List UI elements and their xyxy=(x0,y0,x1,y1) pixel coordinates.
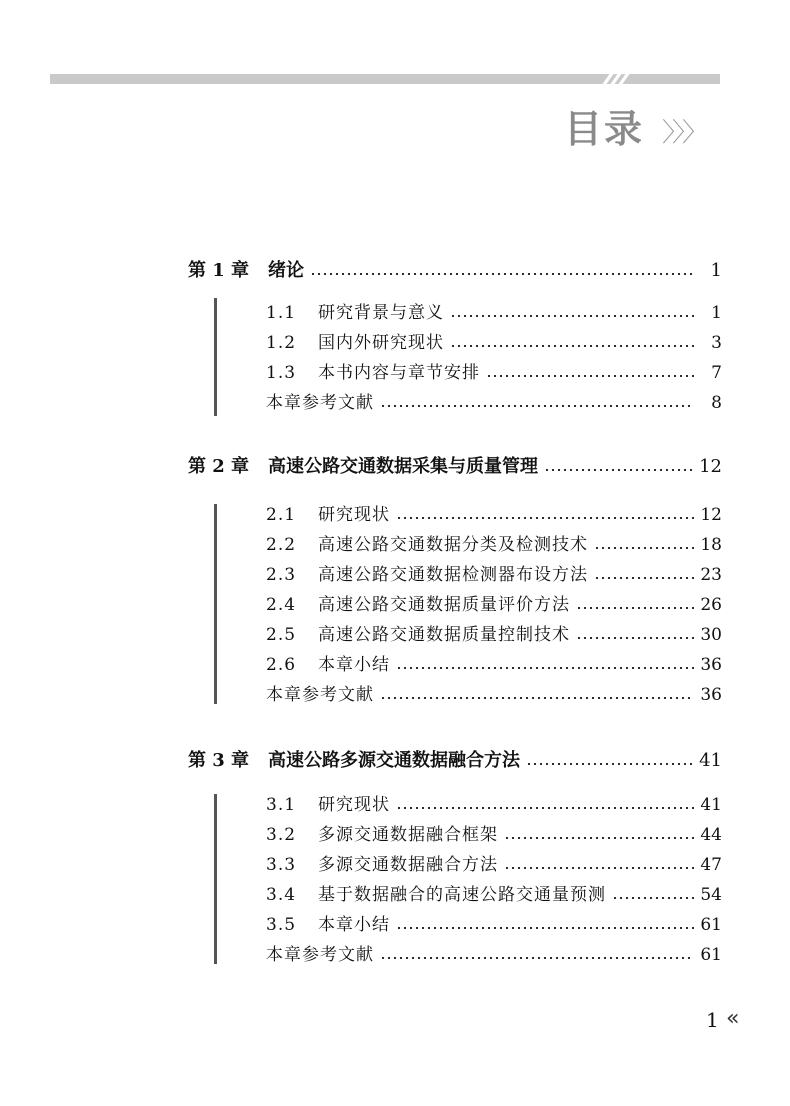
section-title: 本章参考文献 xyxy=(266,685,374,705)
toc-chapter[interactable] xyxy=(188,452,722,482)
section-title: 本章小结 xyxy=(318,915,390,935)
double-chevron-left-icon: « xyxy=(726,1006,740,1031)
toc-chapter[interactable] xyxy=(188,256,722,286)
toc-section[interactable] xyxy=(266,910,722,940)
page-number: 12 xyxy=(700,505,722,525)
dot-leader xyxy=(504,867,694,869)
toc-section[interactable] xyxy=(266,850,722,880)
dot-leader xyxy=(504,837,694,839)
toc-section[interactable] xyxy=(266,820,722,850)
page-number: 44 xyxy=(700,825,722,845)
toc-section[interactable] xyxy=(266,358,722,388)
page-number: 30 xyxy=(700,625,722,645)
section-number: 3.5 xyxy=(266,915,297,935)
chevron-right-icon: 〉〉〉 xyxy=(662,118,706,148)
dot-leader xyxy=(396,807,694,809)
chapter-number: 第 2 章 xyxy=(188,456,250,477)
section-number: 3.2 xyxy=(266,825,297,845)
dot-leader xyxy=(544,469,693,471)
dot-leader xyxy=(450,345,694,347)
page-number: 41 xyxy=(700,795,722,815)
section-number: 2.3 xyxy=(266,565,297,585)
section-title: 本章参考文献 xyxy=(266,393,374,413)
dot-leader xyxy=(396,517,694,519)
page-number: 47 xyxy=(700,855,722,875)
section-title: 本章小结 xyxy=(318,655,390,675)
dot-leader xyxy=(576,637,694,639)
toc-chapter[interactable] xyxy=(188,746,722,776)
page-number: 1 xyxy=(711,303,722,323)
page-number: 36 xyxy=(700,685,722,705)
toc-section[interactable] xyxy=(266,620,722,650)
section-number: 1.2 xyxy=(266,333,297,353)
dot-leader xyxy=(450,315,694,317)
dot-leader xyxy=(612,897,694,899)
page-number: 26 xyxy=(700,595,722,615)
page-number: 61 xyxy=(700,915,722,935)
page-number: 8 xyxy=(711,393,722,413)
section-title: 高速公路交通数据分类及检测技术 xyxy=(318,535,588,555)
chapter-number: 第 3 章 xyxy=(188,750,250,771)
chapter-title: 高速公路交通数据采集与质量管理 xyxy=(268,456,538,477)
section-number: 2.2 xyxy=(266,535,297,555)
section-number: 3.3 xyxy=(266,855,297,875)
dot-leader xyxy=(486,375,694,377)
toc-section[interactable] xyxy=(266,530,722,560)
toc-section-references[interactable] xyxy=(266,940,722,970)
page-number: 1 xyxy=(710,260,722,281)
dot-leader xyxy=(526,763,693,765)
section-title: 本章参考文献 xyxy=(266,945,374,965)
section-title: 国内外研究现状 xyxy=(318,333,444,353)
dot-leader xyxy=(396,927,694,929)
dot-leader xyxy=(594,577,694,579)
chapter-title: 绪论 xyxy=(268,260,304,281)
section-number: 1.3 xyxy=(266,363,297,383)
section-title: 研究现状 xyxy=(318,795,390,815)
dot-leader xyxy=(576,607,694,609)
page-number: 7 xyxy=(711,363,722,383)
chapter-title: 高速公路多源交通数据融合方法 xyxy=(268,750,520,771)
chapter-vertical-rule xyxy=(214,504,217,704)
section-number: 2.5 xyxy=(266,625,297,645)
page-number: 3 xyxy=(711,333,722,353)
dot-leader xyxy=(380,957,694,959)
page-number: 61 xyxy=(700,945,722,965)
toc-section[interactable] xyxy=(266,880,722,910)
toc-section-references[interactable] xyxy=(266,680,722,710)
section-number: 2.6 xyxy=(266,655,297,675)
section-title: 本书内容与章节安排 xyxy=(318,363,480,383)
page-title: 目录 xyxy=(564,107,645,151)
toc-section[interactable] xyxy=(266,298,722,328)
chapter-number: 第 1 章 xyxy=(188,260,250,281)
dot-leader xyxy=(396,667,694,669)
chapter-vertical-rule xyxy=(214,298,217,416)
toc-section[interactable] xyxy=(266,650,722,680)
section-title: 高速公路交通数据检测器布设方法 xyxy=(318,565,588,585)
section-title: 多源交通数据融合方法 xyxy=(318,855,498,875)
page-number: 23 xyxy=(700,565,722,585)
section-title: 研究现状 xyxy=(318,505,390,525)
section-number: 2.4 xyxy=(266,595,297,615)
dot-leader xyxy=(380,405,694,407)
toc-section[interactable] xyxy=(266,560,722,590)
section-title: 研究背景与意义 xyxy=(318,303,444,323)
chapter-vertical-rule xyxy=(214,794,217,964)
toc-section[interactable] xyxy=(266,328,722,358)
section-number: 3.4 xyxy=(266,885,297,905)
page-number: 18 xyxy=(700,535,722,555)
footer-page-number: 1 xyxy=(706,1008,719,1032)
toc-section-references[interactable] xyxy=(266,388,722,418)
section-title: 基于数据融合的高速公路交通量预测 xyxy=(318,885,606,905)
page-number: 36 xyxy=(700,655,722,675)
section-title: 多源交通数据融合框架 xyxy=(318,825,498,845)
page-number: 41 xyxy=(699,750,722,771)
toc-section[interactable] xyxy=(266,500,722,530)
dot-leader xyxy=(310,273,694,275)
section-title: 高速公路交通数据质量控制技术 xyxy=(318,625,570,645)
toc-section[interactable] xyxy=(266,790,722,820)
section-number: 1.1 xyxy=(266,303,297,323)
page-number: 54 xyxy=(700,885,722,905)
dot-leader xyxy=(594,547,694,549)
toc-section[interactable] xyxy=(266,590,722,620)
section-title: 高速公路交通数据质量评价方法 xyxy=(318,595,570,615)
page-number: 12 xyxy=(699,456,722,477)
section-number: 2.1 xyxy=(266,505,297,525)
dot-leader xyxy=(380,697,694,699)
section-number: 3.1 xyxy=(266,795,297,815)
